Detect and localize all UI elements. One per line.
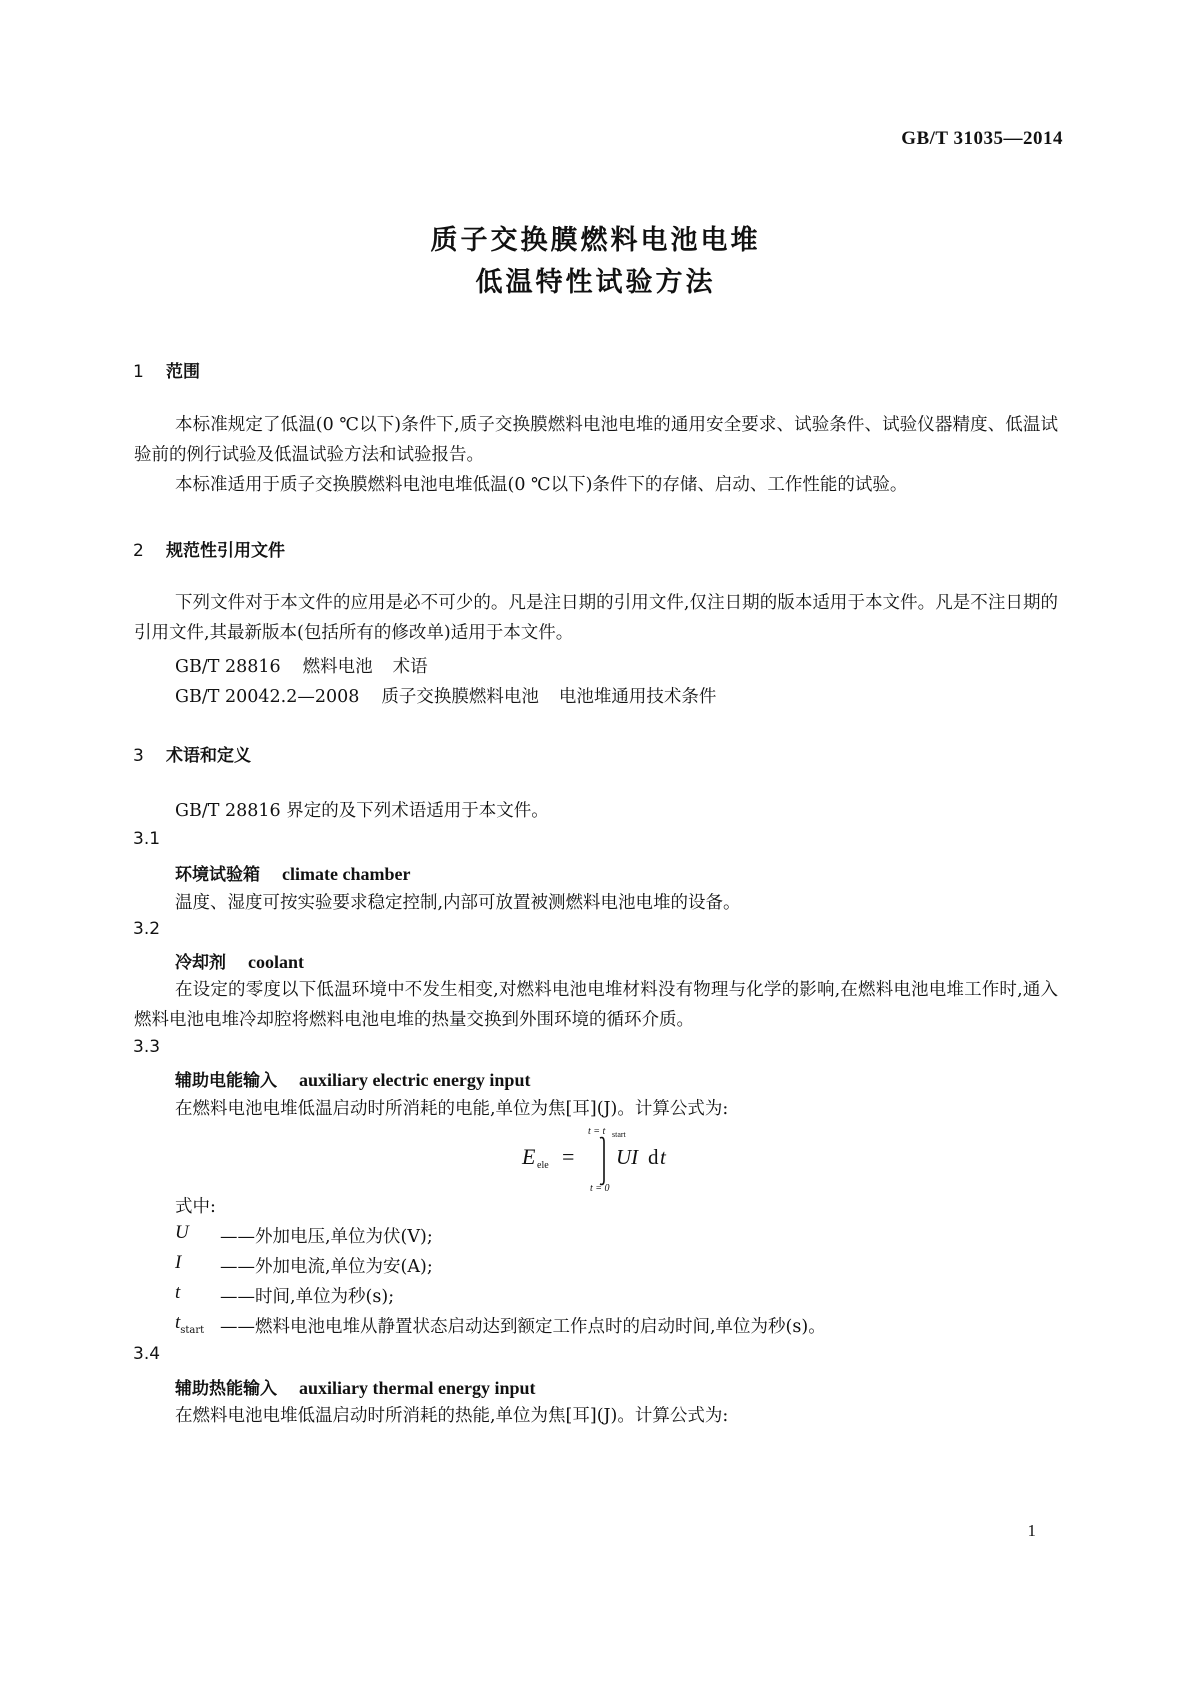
energy-formula	[520, 1122, 710, 1192]
reference-code: GB/T 20042.2—2008	[175, 687, 360, 707]
page-number: 1	[1027, 1521, 1036, 1540]
formula-lhs: E	[522, 1144, 536, 1169]
section-1-paragraph-1: 本标准规定了低温(0 ℃以下)条件下,质子交换膜燃料电池电堆的通用安全要求、试验条件、试验仪器精度、低温试验前的例行试验及低温试验方法和试验报告。	[134, 415, 1058, 465]
section-1-heading	[133, 357, 200, 382]
term-heading	[175, 860, 410, 885]
term-cn: 辅助电能输入	[175, 1071, 277, 1091]
term-en: climate chamber	[282, 864, 411, 884]
section-2-heading	[133, 536, 285, 561]
where-label: 式中:	[175, 1197, 216, 1217]
term-definition: 在燃料电池电堆低温启动时所消耗的热能,单位为焦[耳](J)。计算公式为:	[175, 1406, 729, 1426]
term-heading	[175, 948, 304, 973]
document-title-line2: 低温特性试验方法	[475, 267, 716, 298]
term-en: coolant	[248, 952, 304, 972]
term-number: 3.2	[133, 919, 161, 939]
variable-description: ——燃料电池电堆从静置状态启动达到额定工作点时的启动时间,单位为秒(s)。	[220, 1317, 826, 1337]
integral-upper-limit-subscript: start	[612, 1130, 626, 1139]
term-heading	[175, 1066, 530, 1091]
variable-definition-row	[175, 1282, 180, 1304]
integral-lower-limit: t = 0	[590, 1183, 610, 1192]
reference-name: 质子交换膜燃料电池	[381, 687, 539, 707]
variable-definition-row	[175, 1252, 181, 1274]
formula-differential: d	[648, 1145, 659, 1169]
section-3-intro: GB/T 28816 界定的及下列术语适用于本文件。	[175, 801, 549, 821]
standard-code: GB/T 31035—2014	[901, 128, 1063, 149]
formula-variable: t	[660, 1145, 666, 1169]
formula-equals: =	[562, 1144, 575, 1169]
reference-name-part2: 术语	[392, 657, 428, 677]
term-heading	[175, 1374, 536, 1399]
term-definition: 在燃料电池电堆低温启动时所消耗的电能,单位为焦[耳](J)。计算公式为:	[175, 1099, 729, 1119]
formula-integrand: UI	[616, 1145, 639, 1169]
section-number: 1	[133, 362, 144, 382]
section-title: 规范性引用文件	[166, 541, 285, 561]
document-title-line1: 质子交换膜燃料电池电堆	[430, 225, 761, 256]
term-number: 3.4	[133, 1344, 161, 1364]
term-number: 3.3	[133, 1037, 161, 1057]
section-title: 术语和定义	[166, 746, 251, 766]
variable-definition-row	[175, 1312, 204, 1336]
term-cn: 环境试验箱	[175, 865, 260, 885]
term-en: auxiliary thermal energy input	[299, 1378, 536, 1398]
normative-reference-item	[175, 653, 428, 678]
integral-sign	[600, 1138, 604, 1185]
formula-lhs-subscript: ele	[537, 1160, 549, 1171]
variable-description: ——外加电流,单位为安(A);	[220, 1257, 433, 1277]
term-cn: 冷却剂	[175, 953, 226, 973]
variable-symbol: t	[175, 1282, 181, 1303]
variable-definition-row	[175, 1222, 189, 1244]
variable-symbol: U	[175, 1222, 189, 1243]
variable-subscript: start	[180, 1325, 205, 1336]
section-1-paragraph-2: 本标准适用于质子交换膜燃料电池电堆低温(0 ℃以下)条件下的存储、启动、工作性能的试验。	[175, 475, 908, 495]
term-number: 3.1	[133, 829, 161, 849]
term-cn: 辅助热能输入	[175, 1379, 277, 1399]
section-3-heading	[133, 741, 251, 766]
term-definition: 温度、湿度可按实验要求稳定控制,内部可放置被测燃料电池电堆的设备。	[175, 893, 741, 913]
section-number: 2	[133, 541, 144, 561]
term-definition: 在设定的零度以下低温环境中不发生相变,对燃料电池电堆材料没有物理与化学的影响,在燃料电池电堆工作时,通入燃料电池电堆冷却腔将燃料电池电堆的热量交换到外围环境的循环介质。	[134, 980, 1058, 1030]
section-number: 3	[133, 746, 144, 766]
reference-name: 燃料电池	[302, 657, 373, 677]
reference-code: GB/T 28816	[175, 657, 281, 677]
variable-description: ——时间,单位为秒(s);	[220, 1287, 395, 1307]
term-en: auxiliary electric energy input	[299, 1070, 531, 1090]
normative-reference-item	[175, 683, 716, 708]
variable-symbol: t	[175, 1312, 181, 1333]
reference-name-part2: 电池堆通用技术条件	[558, 687, 717, 707]
section-2-paragraph-1: 下列文件对于本文件的应用是必不可少的。凡是注日期的引用文件,仅注日期的版本适用于本文件。凡是不注日期的引用文件,其最新版本(包括所有的修改单)适用于本文件。	[134, 593, 1058, 643]
section-title: 范围	[166, 362, 200, 382]
integral-upper-limit: t = t	[588, 1126, 606, 1137]
variable-description: ——外加电压,单位为伏(V);	[220, 1227, 433, 1247]
variable-symbol: I	[175, 1252, 182, 1273]
